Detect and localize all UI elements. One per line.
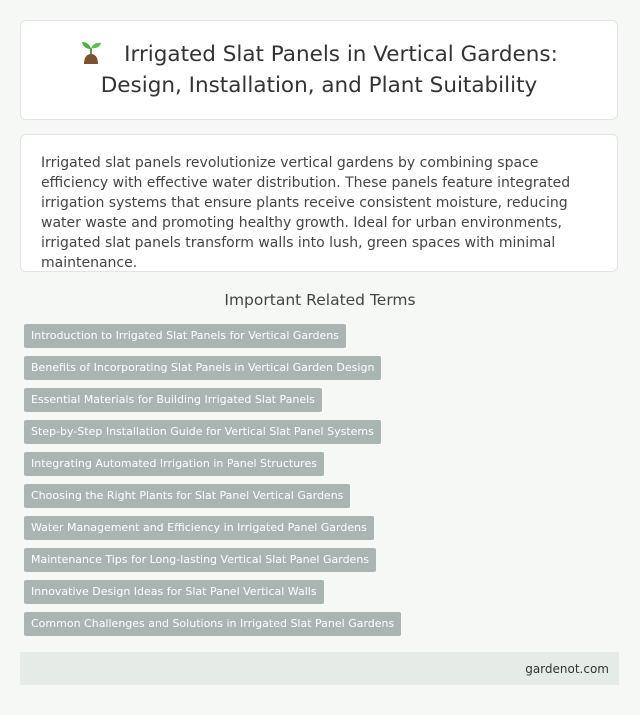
footer	[20, 652, 619, 685]
header-card	[20, 20, 618, 120]
page-title-text: Irrigated Slat Panels in Vertical Gardens: Design, Installation, and Plant Suitability	[100, 42, 558, 98]
related-term-tag[interactable]: Choosing the Right Plants for Slat Panel Vertical Gardens	[24, 484, 350, 508]
related-term-tag[interactable]: Essential Materials for Building Irrigated Slat Panels	[24, 388, 322, 412]
related-term-tag[interactable]: Introduction to Irrigated Slat Panels for Vertical Gardens	[24, 324, 346, 348]
sprout-icon	[80, 40, 102, 64]
related-terms-heading: Important Related Terms	[224, 291, 416, 309]
related-term-tag[interactable]: Integrating Automated Irrigation in Panel Structures	[24, 452, 324, 476]
related-term-tag[interactable]: Step-by-Step Installation Guide for Vertical Slat Panel Systems	[24, 420, 381, 444]
related-terms-list	[24, 324, 614, 644]
related-term-tag[interactable]: Maintenance Tips for Long-lasting Vertical Slat Panel Gardens	[24, 548, 376, 572]
site-link[interactable]: gardenot.com	[525, 661, 609, 676]
intro-card	[20, 134, 618, 272]
related-term-tag[interactable]: Innovative Design Ideas for Slat Panel Vertical Walls	[24, 580, 324, 604]
related-term-tag[interactable]: Benefits of Incorporating Slat Panels in Vertical Garden Design	[24, 356, 381, 380]
related-term-tag[interactable]: Water Management and Efficiency in Irrigated Panel Gardens	[24, 516, 374, 540]
related-term-tag[interactable]: Common Challenges and Solutions in Irrigated Slat Panel Gardens	[24, 612, 401, 636]
intro-paragraph: Irrigated slat panels revolutionize vertical gardens by combining space efficiency with effective water distribution. These panels feature integrated irrigation systems that ensure plants receive consistent moisture, reducing water waste and promoting healthy growth. Ideal for urban environments, irrigated slat panels transform walls into lush, green spaces with minimal maintenance.	[41, 155, 571, 271]
page-title	[21, 39, 617, 101]
